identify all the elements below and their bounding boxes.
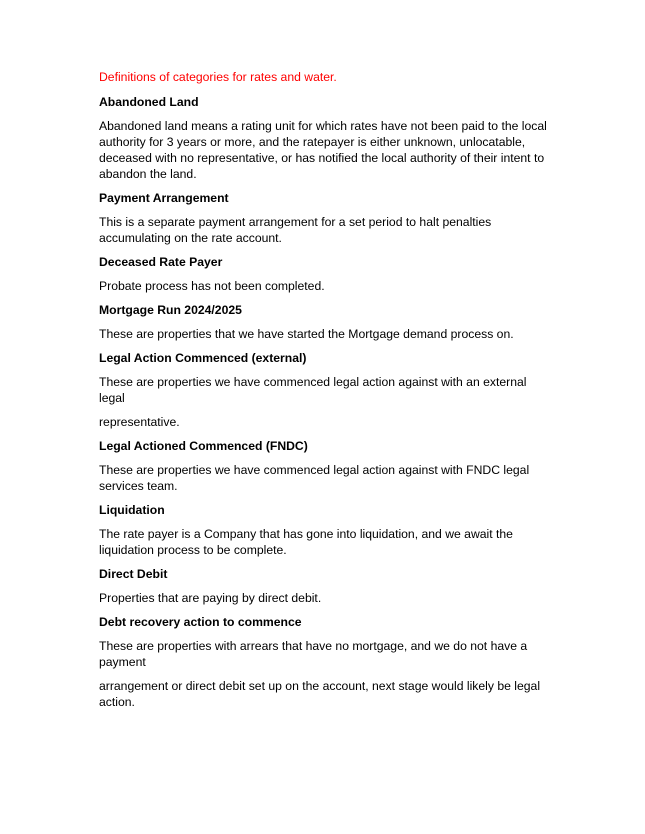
section-heading: Direct Debit: [99, 567, 168, 581]
section-debt-recovery: [99, 614, 549, 710]
section-heading: Liquidation: [99, 503, 165, 517]
section-paragraph: These are properties we have commenced legal action against with an external legal: [99, 375, 527, 405]
section-heading: Mortgage Run 2024/2025: [99, 303, 242, 317]
section-paragraph: The rate payer is a Company that has gone into liquidation, and we await the liquidation process to be complete.: [99, 527, 513, 557]
section-paragraph: These are properties that we have started the Mortgage demand process on.: [99, 327, 514, 341]
section-paragraph: Probate process has not been completed.: [99, 279, 325, 293]
section-heading: Legal Action Commenced (external): [99, 351, 307, 365]
section-paragraph: These are properties we have commenced legal action against with FNDC legal services team.: [99, 463, 530, 493]
section-mortgage-run: [99, 302, 549, 342]
document-page: [99, 69, 549, 718]
section-paragraph: Abandoned land means a rating unit for which rates have not been paid to the local authority for 3 years or more, and the ratepayer is either unknown, unlocatable, deceased with no representative, or has notified the local authority of their intent to abandon the land.: [99, 119, 547, 181]
section-abandoned-land: [99, 94, 549, 182]
section-paragraph: Properties that are paying by direct debit.: [99, 591, 322, 605]
section-heading: Deceased Rate Payer: [99, 255, 223, 269]
section-paragraph: These are properties with arrears that have no mortgage, and we do not have a payment: [99, 639, 528, 669]
section-liquidation: [99, 502, 549, 558]
document-intro: Definitions of categories for rates and water.: [99, 70, 337, 84]
section-deceased-rate-payer: [99, 254, 549, 294]
section-payment-arrangement: [99, 190, 549, 246]
section-heading: Abandoned Land: [99, 95, 199, 109]
section-heading: Payment Arrangement: [99, 191, 229, 205]
section-direct-debit: [99, 566, 549, 606]
section-legal-action-fndc: [99, 438, 549, 494]
section-heading: Legal Actioned Commenced (FNDC): [99, 439, 308, 453]
section-paragraph: arrangement or direct debit set up on the account, next stage would likely be legal action.: [99, 679, 541, 709]
section-paragraph: representative.: [99, 415, 180, 429]
section-paragraph: This is a separate payment arrangement for a set period to halt penalties accumulating on the rate account.: [99, 215, 492, 245]
section-legal-action-external: [99, 350, 549, 430]
section-heading: Debt recovery action to commence: [99, 615, 302, 629]
